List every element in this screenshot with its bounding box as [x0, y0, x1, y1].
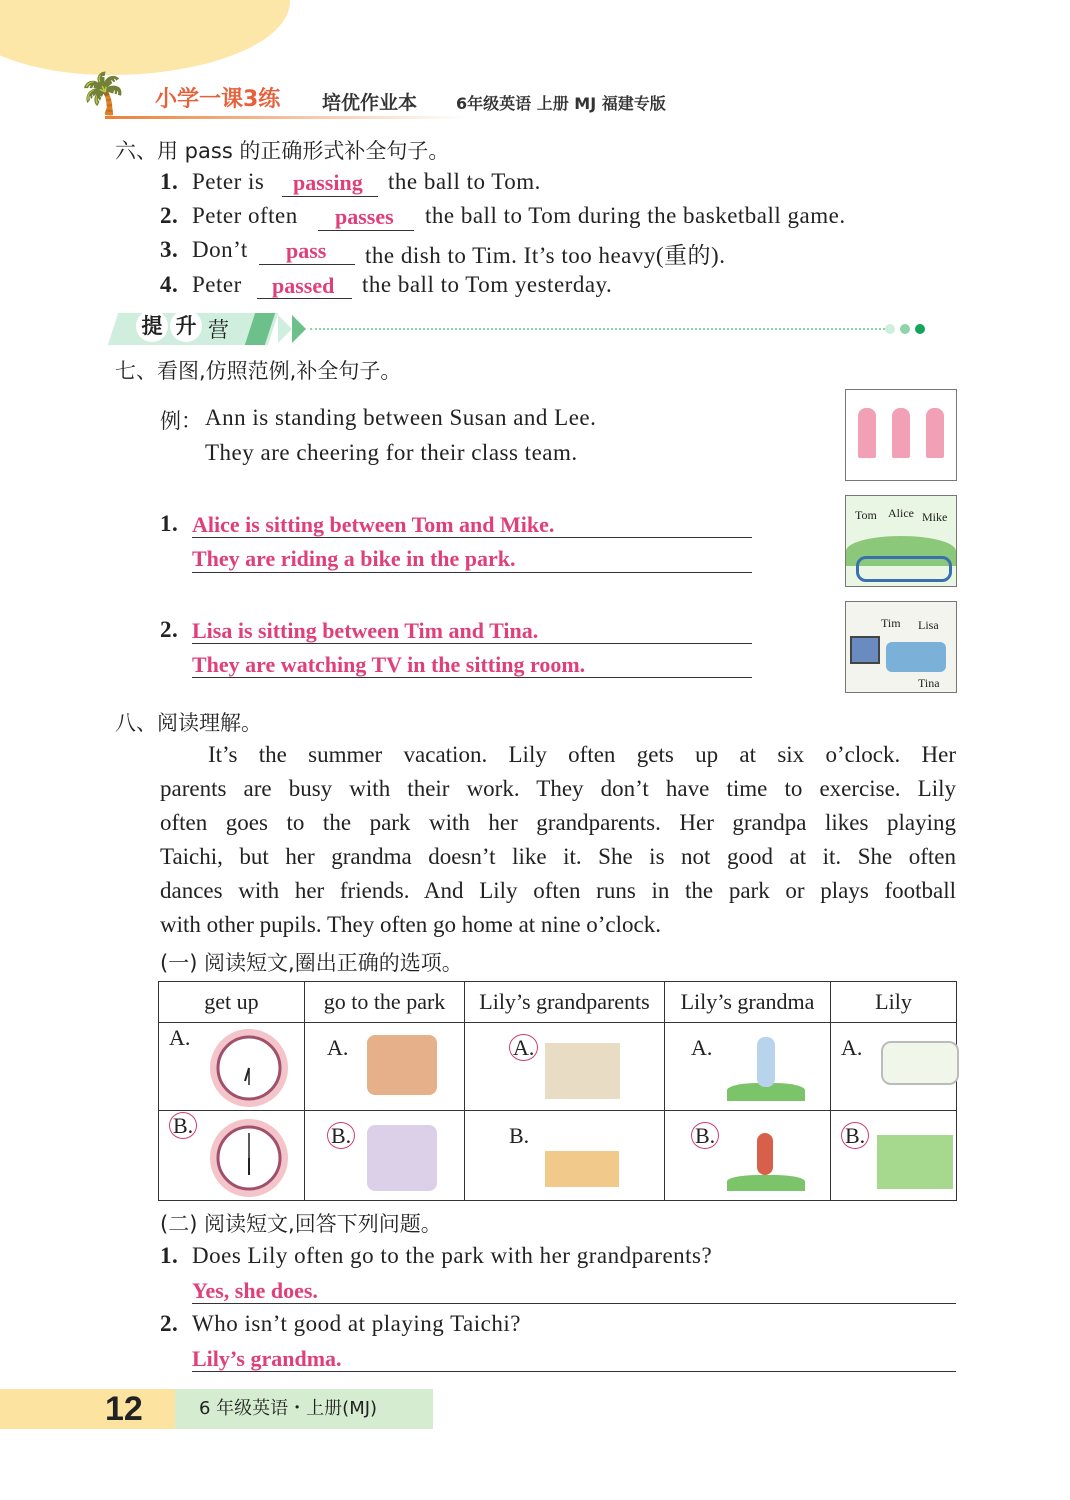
option-label: A.	[169, 1025, 191, 1050]
option-cell[interactable]	[305, 1111, 465, 1201]
family-sofa-illustration	[367, 1035, 437, 1095]
arrow-icon	[292, 315, 306, 343]
item-text: the ball to Tom during the basketball game.	[425, 203, 846, 228]
answer-line	[259, 264, 355, 265]
answer-text: They are riding a bike in the park.	[192, 546, 516, 571]
item-number: 1.	[160, 169, 179, 194]
grandparents-illustration	[367, 1125, 437, 1191]
answer-line	[192, 537, 752, 538]
item-number: 2.	[160, 617, 179, 642]
passage-line: with other pupils. They often go home at nine o’clock.	[160, 912, 661, 937]
answer-line	[192, 1303, 956, 1304]
page-number: 12	[105, 1390, 143, 1428]
footer-label: 6 年级英语・上册(MJ)	[199, 1398, 378, 1419]
pic-label: Tim	[881, 616, 901, 630]
option-label: A.	[691, 1035, 713, 1060]
section6-title: 六、用 pass 的正确形式补全句子。	[115, 139, 450, 163]
banner-char: 升	[170, 310, 202, 342]
col-header: Lily’s grandma	[665, 982, 831, 1023]
item-number: 1.	[160, 511, 179, 536]
passage-line: Taichi, but her grandma doesn’t like it. She is not good at it. She often	[160, 844, 956, 869]
item-text: Don’t	[192, 237, 248, 262]
football-illustration	[877, 1135, 953, 1189]
option-cell[interactable]	[305, 1023, 465, 1111]
clock-seven-icon	[207, 1027, 291, 1109]
option-label: B.	[509, 1123, 530, 1148]
answer-text: pass	[286, 238, 327, 263]
item-number: 4.	[160, 272, 179, 297]
item-text: Peter is	[192, 169, 265, 194]
example-line: Ann is standing between Susan and Lee.	[205, 405, 597, 430]
palm-tree-icon: 🌴	[78, 71, 128, 116]
book-info: 6年级英语 上册 MJ 福建专版	[456, 94, 666, 113]
pic-label: Mike	[922, 510, 948, 524]
option-cell[interactable]	[831, 1023, 957, 1111]
answer-text: Lily’s grandma.	[192, 1346, 342, 1371]
item-text: Peter	[192, 272, 242, 297]
dot-icon	[885, 324, 895, 334]
item-number: 3.	[160, 237, 179, 262]
section7-title: 七、看图,仿照范例,补全句子。	[115, 359, 402, 383]
option-label: B.	[691, 1123, 719, 1149]
option-cell[interactable]	[465, 1023, 665, 1111]
banner-char: 营	[208, 318, 229, 342]
item-text: Peter often	[192, 203, 298, 228]
question-text: Does Lily often go to the park with her grandparents?	[192, 1243, 713, 1268]
pic-label: Alice	[888, 506, 914, 520]
brand-logo: 小学一课3练	[155, 87, 281, 112]
option-cell[interactable]	[159, 1111, 305, 1201]
walking-to-park-illustration	[545, 1043, 620, 1099]
corner-cloud	[0, 0, 290, 75]
item-number: 2.	[160, 203, 179, 228]
option-cell[interactable]	[465, 1111, 665, 1201]
col-header: Lily’s grandparents	[465, 982, 665, 1023]
footer-page-block	[0, 1389, 175, 1429]
passage-line: dances with her friends. And Lily often runs in the park or plays football	[160, 878, 956, 903]
cheerleaders-illustration	[845, 389, 957, 481]
choice-table	[158, 981, 957, 1201]
col-header: go to the park	[305, 982, 465, 1023]
part1-title: (一) 阅读短文,圈出正确的选项。	[160, 951, 463, 975]
answer-line	[318, 230, 414, 231]
option-cell[interactable]	[665, 1023, 831, 1111]
clock-six-icon	[207, 1117, 291, 1199]
banner-char: 提	[136, 310, 168, 342]
answer-text: Yes, she does.	[192, 1278, 318, 1303]
item-text: the ball to Tom.	[388, 169, 541, 194]
option-label: B.	[327, 1123, 355, 1149]
answer-line	[257, 298, 352, 299]
example-label: 例：	[160, 409, 202, 433]
option-label: B.	[169, 1113, 197, 1139]
answer-line	[282, 196, 378, 197]
answer-line	[192, 1371, 956, 1372]
dancing-illustration	[727, 1175, 805, 1191]
answer-text: Lisa is sitting between Tim and Tina.	[192, 618, 539, 643]
basketball-illustration	[881, 1041, 959, 1085]
answer-text: passed	[272, 273, 335, 298]
option-cell[interactable]	[159, 1023, 305, 1111]
section8-title: 八、阅读理解。	[115, 711, 262, 735]
tv-room-illustration	[845, 601, 957, 693]
passage-line: parents are busy with their work. They don’t have time to exercise. Lily	[160, 776, 956, 801]
part2-title: (二) 阅读短文,回答下列问题。	[160, 1212, 442, 1236]
reading-passage	[160, 738, 956, 942]
option-cell[interactable]	[665, 1111, 831, 1201]
arrow-icon	[278, 315, 292, 343]
office-work-illustration	[545, 1151, 619, 1187]
passage-line: often goes to the park with her grandparents. Her grandpa likes playing	[160, 810, 956, 835]
dot-icon	[915, 324, 925, 334]
pic-label: Tom	[855, 508, 877, 522]
example-line: They are cheering for their class team.	[205, 440, 578, 465]
col-header: Lily	[831, 982, 957, 1023]
dotted-rule	[310, 328, 885, 330]
pic-label: Tina	[918, 676, 940, 690]
question-text: Who isn’t good at playing Taichi?	[192, 1311, 521, 1336]
option-label: A.	[509, 1035, 538, 1061]
answer-text: passes	[335, 204, 394, 229]
answer-text: They are watching TV in the sitting room.	[192, 652, 586, 677]
item-text: the dish to Tim. It’s too heavy(重的).	[365, 243, 726, 268]
answer-line	[192, 677, 752, 678]
bike-illustration	[845, 495, 957, 587]
passage-line: It’s the summer vacation. Lily often gets up at six o’clock. Her	[208, 742, 956, 767]
option-label: B.	[841, 1123, 869, 1149]
pic-label: Lisa	[918, 618, 939, 632]
col-header: get up	[159, 982, 305, 1023]
answer-text: passing	[293, 170, 363, 195]
footer-label-block	[175, 1389, 433, 1429]
book-subtitle: 培优作业本	[322, 92, 418, 114]
item-number: 2.	[160, 1311, 179, 1336]
dot-icon	[900, 324, 910, 334]
option-label: A.	[841, 1035, 863, 1060]
option-cell[interactable]	[831, 1111, 957, 1201]
header-rule	[105, 116, 465, 119]
answer-text: Alice is sitting between Tom and Mike.	[192, 512, 555, 537]
answer-line	[192, 572, 752, 573]
item-number: 1.	[160, 1243, 179, 1268]
option-label: A.	[327, 1035, 349, 1060]
item-text: the ball to Tom yesterday.	[362, 272, 613, 297]
answer-line	[192, 643, 752, 644]
